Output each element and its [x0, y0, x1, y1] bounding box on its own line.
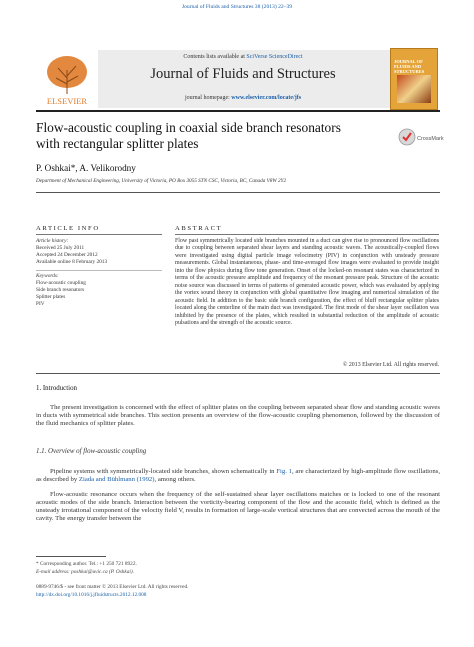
keyword-item: Splitter plates: [36, 294, 66, 300]
abstract-rule: [175, 234, 439, 235]
keywords-block: [36, 273, 162, 308]
abstract-text: Flow past symmetrically located side branches mounted in a duct can give rise to pronounced flow oscillations due to coupling between separated shear layers and standing acoustic waves. The acoustically-coupled flows were investigated using digital particle image velocimetry (PIV) in conjunction with unsteady pressure measurements. Global instantaneous, phase- and time-averaged flow images were evaluated to provide insight into the flow physics during flow tone generation. Onset of the locked-on resonant states was characterized in terms of the acoustic pressure amplitude and frequency of the resonant pressure peak. Structure of the acoustic noise source was discussed in terms of patterns of generated acoustic power, which was evaluated by applying the vortex sound theory in conjunction with global quantitative flow imaging and numerical simulation of the acoustic field. In addition to the basic side branch configuration, the effect of bluff rectangular splitter plates located along the centerline of the main duct was investigated. The first mode of the shear layer oscillation was inhibited by the presence of the plates, which resulted in substantial reduction of the amplitude of acoustic pulsations and the strength of the acoustic source.: [175, 238, 439, 326]
keywords-rule: [36, 270, 162, 271]
keywords-label: Keywords:: [36, 273, 59, 279]
article-info-heading: ARTICLE INFO: [36, 225, 100, 232]
article-title: Flow-acoustic coupling in coaxial side branch resonators with rectangular splitter plates: [36, 120, 341, 151]
footnote-rule: [36, 556, 106, 557]
journal-title: Journal of Fluids and Structures: [150, 66, 336, 82]
homepage-prefix: journal homepage:: [184, 95, 232, 101]
doi-link[interactable]: http://dx.doi.org/10.1016/j.jfluidstructs.2012.12.008: [36, 592, 147, 598]
overview-paragraph: [36, 468, 440, 484]
affiliation: Department of Mechanical Engineering, University of Victoria, PO Box 3055 STN CSC, Victoria, BC, Canada V8W 2Y2: [36, 178, 287, 184]
accepted-date: Accepted 24 December 2012: [36, 252, 98, 258]
sciencedirect-link[interactable]: SciVerse ScienceDirect: [246, 54, 303, 60]
keyword-item: PIV: [36, 301, 45, 307]
crossmark-badge[interactable]: [398, 126, 444, 156]
journal-homepage-line: [100, 95, 386, 101]
overview-text: , are characterized by high-amplitude flow oscillations, as described by: [36, 468, 440, 484]
contents-line: [100, 54, 386, 60]
corresponding-author-note: * Corresponding author. Tel.: +1 250 721 8922.: [36, 561, 137, 567]
author-list: P. Oshkai*, A. Velikorodny: [36, 163, 136, 173]
article-info-rule: [36, 234, 162, 235]
elsevier-logo: [36, 50, 98, 108]
cover-artwork: [397, 75, 431, 103]
figure-link[interactable]: Fig. 1: [276, 468, 292, 475]
header-rule: [36, 110, 440, 112]
issn-line: 0889-9746/$ - see front matter © 2013 Elsevier Ltd. All rights reserved.: [36, 584, 189, 590]
received-date: Received 25 July 2011: [36, 245, 85, 251]
abstract-heading: ABSTRACT: [175, 225, 223, 232]
overview-text: , among others.: [154, 476, 196, 484]
journal-cover-image: [390, 48, 438, 110]
affiliation-rule: [36, 192, 440, 193]
running-header: Journal of Fluids and Structures 38 (2013) 22–39: [181, 4, 293, 10]
resonance-paragraph: Flow-acoustic resonance occurs when the frequency of the self-sustained shear layer oscillations matches or is locked to one of the resonant acoustic modes of the side branch. Interaction between the vorticity-bearing component of the flow and the acoustic field, which is defined as the unsteady irrotational component of the velocity field V, results in formation of large-scale vortical structures that are convected across the mouth of the cavity. The energy transfer between the: [36, 491, 440, 523]
email-note: E-mail address: poshkai@uvic.ca (P. Oshkai).: [36, 569, 134, 575]
homepage-link[interactable]: www.elsevier.com/locate/jfs: [231, 95, 302, 101]
abstract-bottom-rule: [36, 373, 440, 374]
history-label: Article history:: [36, 238, 69, 244]
intro-paragraph: The present investigation is concerned with the effect of splitter plates on the coupling between separated shear flow and standing acoustic waves in ducts with symmetrical side branches. This section presents an overview of the flow-acoustic coupling phenomenon, followed by the discussion of the fluid mechanics of splitter plates.: [36, 404, 440, 428]
elsevier-wordmark: ELSEVIER: [46, 96, 88, 106]
keyword-item: Side branch resonators: [36, 287, 85, 293]
copyright-notice: © 2013 Elsevier Ltd. All rights reserved.: [342, 362, 439, 368]
subsection-heading-overview: 1.1. Overview of flow-acoustic coupling: [36, 448, 147, 455]
section-heading-introduction: 1. Introduction: [36, 385, 77, 392]
citation-link[interactable]: Ziada and Bühlmann (1992): [78, 476, 155, 484]
article-history: [36, 238, 162, 266]
crossmark-label: CrossMark: [417, 136, 444, 142]
online-date: Available online 8 February 2013: [36, 259, 108, 265]
cover-title: JOURNAL OF FLUIDS AND STRUCTURES: [394, 59, 425, 74]
overview-text: Pipeline systems with symmetrically-located side branches, shown schematically in: [50, 468, 277, 475]
keyword-item: Flow-acoustic coupling: [36, 280, 86, 286]
contents-prefix: Contents lists available at: [183, 54, 247, 60]
